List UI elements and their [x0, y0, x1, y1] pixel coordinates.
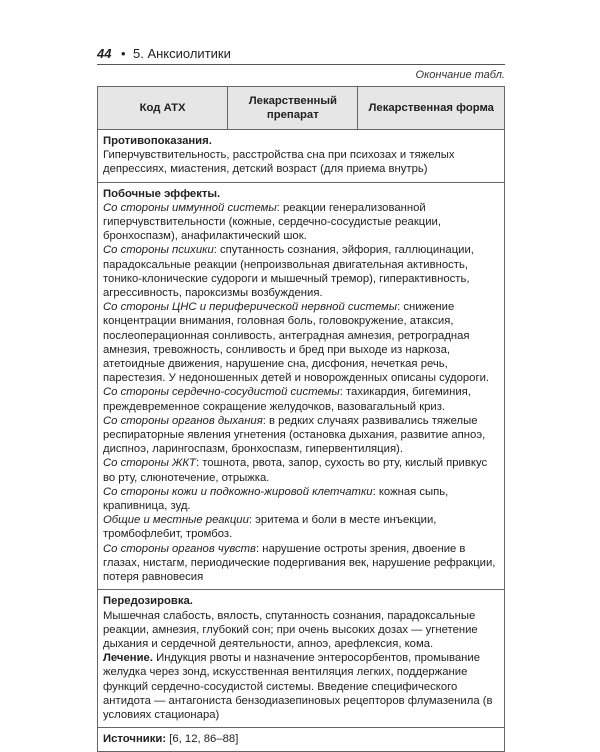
side-effect-item: [103, 243, 499, 300]
column-header-dosage-form: Лекарственная форма: [358, 87, 505, 130]
side-effect-label: Со стороны психики: [103, 244, 214, 257]
side-effect-text: : снижение концентрации внимания, головная боль, головокружение, атаксия, послеоперационная сонливость, антеградная амнезия, ретроградная амнезия, тревожность, сонливость и бред при выходе из наркоза, атетоидные движения, нарушение сна, дисфония, нечеткая речь, парестезия. У недоношенных детей и новорожденных описаны судороги.: [103, 301, 490, 385]
side-effect-item: [103, 456, 499, 484]
side-effect-text: : реакции генерализованной гиперчувствительности (кожные, сердечно-сосудистые реакции, бронхоспазм), анафилактический шок.: [103, 201, 441, 243]
side-effect-text: : спутанность сознания, эйфория, галлюцинации, парадоксальные реакции (непроизвольная двигательная активность, тонико-клонические судороги и мышечный тремор), гиперактивность, агрессивность, пароксизмы возбуждения.: [103, 244, 474, 300]
column-header-atc-code: Код АТХ: [98, 87, 228, 130]
page-number: 44: [97, 46, 112, 61]
side-effect-label: Общие и местные реакции: [103, 514, 249, 527]
side-effect-text: : в редких случаях развивались тяжелые респираторные явления угнетения (остановка дыхания, развитие апноэ, диспноэ, ларингоспазм, бронхоспазм, гипервентиляция).: [103, 414, 486, 456]
side-effect-label: Со стороны органов дыхания: [103, 414, 263, 427]
side-effect-item: [103, 201, 499, 244]
side-effect-text: : тахикардия, бигеминия, преждевременное сокращение желудочков, вазовагальный криз.: [103, 386, 471, 413]
side-effect-text: : эритема и боли в месте инъекции, тромбофлебит, тромбоз.: [103, 514, 437, 541]
side-effect-text: : кожная сыпь, крапивница, зуд.: [103, 485, 449, 513]
side-effect-label: Со стороны органов чувств: [103, 542, 256, 555]
overdose-row: [98, 590, 505, 728]
side-effect-item: [103, 300, 499, 385]
overdose-cell: [98, 590, 505, 728]
sources-text: [6, 12, 86–88]: [166, 733, 239, 746]
overdose-title: Передозировка.: [103, 595, 193, 608]
header-rule: [97, 64, 505, 65]
side-effect-text: : тошнота, рвота, запор, сухость во рту, кислый привкус во рту, слюнотечение, отрыжка.: [103, 457, 488, 484]
contraindications-title: Противопоказания.: [103, 135, 212, 147]
side-effects-title: Побочные эффекты.: [103, 187, 221, 200]
side-effects-row: [98, 182, 505, 590]
side-effect-label: Со стороны иммунной системы: [103, 201, 277, 214]
side-effect-item: [103, 385, 499, 413]
table-header-row: [98, 87, 505, 130]
side-effect-item: [103, 485, 499, 513]
side-effect-item: [103, 542, 499, 585]
column-header-drug: Лекарственный препарат: [228, 87, 358, 130]
side-effect-label: Со стороны ЦНС и периферической нервной системы: [103, 301, 398, 314]
contraindications-cell: [98, 130, 505, 183]
header-bullet: •: [121, 46, 126, 61]
sources-row: [98, 728, 505, 752]
side-effect-item: [103, 513, 499, 541]
treatment-label: Лечение.: [103, 652, 153, 665]
overdose-treatment: [103, 651, 499, 722]
sources-cell: [98, 728, 505, 752]
side-effect-text: : нарушение остроты зрения, двоение в глазах, нистагм, периодические подергивания век, нарушение рефракции, потеря равновесия: [103, 542, 496, 584]
treatment-text: Индукция рвоты и назначение энтеросорбентов, промывание желудка через зонд, искусственная вентиляция легких, поддержание функций сердечно-сосудистой системы. Введение специфического антидота — антагониста бензодиазепиновых рецепторов флумазенила (в условиях стационара): [103, 652, 493, 721]
side-effects-cell: [98, 182, 505, 590]
table-continuation-note: Окончание табл.: [415, 69, 505, 81]
contraindications-row: [98, 130, 505, 183]
sources-label: Источники:: [103, 733, 167, 746]
side-effect-label: Со стороны сердечно-сосудистой системы: [103, 386, 340, 399]
side-effect-label: Со стороны ЖКТ: [103, 457, 196, 470]
overdose-text: Мышечная слабость, вялость, спутанность сознания, парадоксальные реакции, амнезия, глубокий сон; при очень высоких дозах — угнетение дыхания и сердечной деятельности, апноэ, арефлексия, кома.: [103, 609, 478, 650]
drug-table: [97, 86, 505, 752]
contraindications-text: Гиперчувствительность, расстройства сна при психозах и тяжелых депрессиях, миастения, детский возраст (для приема внутрь): [103, 149, 455, 176]
side-effect-label: Со стороны кожи и подкожно-жировой клетчатки: [103, 485, 373, 498]
chapter-title: 5. Анксиолитики: [133, 46, 231, 61]
side-effect-item: [103, 414, 499, 457]
